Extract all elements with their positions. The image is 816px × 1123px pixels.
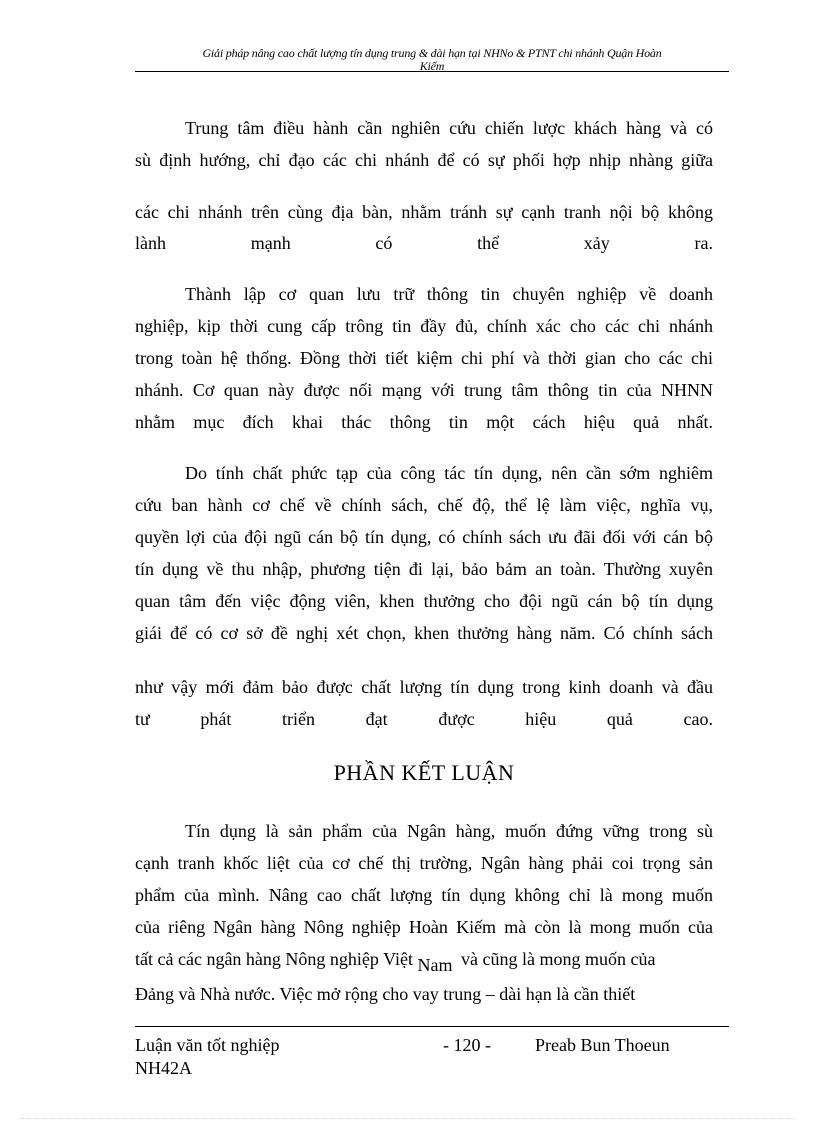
- running-header: [135, 47, 729, 73]
- p3-line-3: quyền lợi của đội ngũ cán bộ tín dụng, có chính sách ưu đãi đối với cán bộ: [135, 527, 713, 547]
- p2-line-1: Thành lập cơ quan lưu trữ thông tin chuyên nghiệp về doanh: [185, 284, 713, 304]
- p3-line-4: tín dụng về thu nhập, phương tiện đi lại, bảo bảm an toàn. Thường xuyên: [135, 559, 713, 579]
- p3-line-5: quan tâm đến việc động viên, khen thưởng cho đội ngũ cán bộ tín dụng: [135, 591, 713, 611]
- footer-thesis-label: Luận văn tốt nghiệp: [135, 1035, 280, 1055]
- p1-line-4: lành mạnh có thể xảy ra.: [135, 233, 713, 253]
- p1-line-2: sù định hướng, chỉ đạo các chi nhánh để có sự phối hợp nhịp nhàng giữa: [135, 150, 713, 170]
- p4-line-3: phẩm của mình. Nâng cao chất lượng tín dụng không chỉ là mong muốn: [135, 885, 713, 905]
- page-number: - 120 -: [443, 1035, 491, 1055]
- p4-line-2: cạnh tranh khốc liệt của cơ chế thị trường, Ngân hàng phải coi trọng sản: [135, 853, 713, 873]
- page-bottom-dotted-edge: [20, 1118, 796, 1119]
- p2-line-4: nhánh. Cơ quan này được nối mạng với trung tâm thông tin của NHNN: [135, 380, 713, 400]
- footer-rule: [135, 1026, 729, 1027]
- p4-line-5-part-a: tất cả các ngân hàng Nông nghiệp Việt: [135, 949, 413, 969]
- p4-line-5-part-b: Nam: [417, 955, 453, 975]
- p4-line-5-part-c: và cũng là mong muốn của: [461, 949, 656, 969]
- p3-line-7: như vậy mới đảm bảo được chất lượng tín dụng trong kinh doanh và đầu: [135, 677, 713, 697]
- footer-class-code: NH42A: [135, 1058, 192, 1078]
- p1-line-3: các chi nhánh trên cùng địa bàn, nhằm tránh sự cạnh tranh nội bộ không: [135, 202, 713, 222]
- p3-line-1: Do tính chất phức tạp của công tác tín dụng, nên cần sớm nghiêm: [185, 463, 713, 483]
- header-rule: [135, 71, 729, 72]
- author-name: Preab Bun Thoeun: [535, 1035, 670, 1055]
- section-title: PHẦN KẾT LUẬN: [333, 760, 515, 785]
- p4-line-6: Đảng và Nhà nước. Việc mở rộng cho vay trung – dài hạn là cần thiết: [135, 984, 636, 1004]
- p3-line-8: tư phát triển đạt được hiệu quả cao.: [135, 709, 713, 729]
- p4-line-4: của riêng Ngân hàng Nông nghiệp Hoàn Kiếm mà còn là mong muốn của: [135, 917, 713, 937]
- p4-line-5: [135, 948, 713, 975]
- p3-line-6: giái để có cơ sở đề nghị xét chọn, khen thưởng hàng năm. Có chính sách: [135, 623, 713, 643]
- p2-line-3: trong toàn hệ thống. Đồng thời tiết kiệm chi phí và thời gian cho các chi: [135, 348, 713, 368]
- p2-line-5: nhằm mục đích khai thác thông tin một cách hiệu quả nhất.: [135, 412, 713, 432]
- header-line-1: Giải pháp nâng cao chất lượng tín dụng trung & dài hạn tại NHNo & PTNT chi nhánh Quận Hoàn: [202, 46, 662, 60]
- p2-line-2: nghiệp, kịp thời cung cấp trông tin đầy đủ, chính xác cho các chi nhánh: [135, 316, 713, 336]
- p1-line-1: Trung tâm điều hành cần nghiên cứu chiến lược khách hàng và có: [185, 118, 713, 138]
- p4-line-1: Tín dụng là sản phẩm của Ngân hàng, muốn đứng vững trong sù: [185, 821, 713, 841]
- p3-line-2: cứu ban hành cơ chế về chính sách, chế độ, thể lệ làm việc, nghĩa vụ,: [135, 495, 713, 515]
- header-line-2: Kiếm: [419, 59, 445, 73]
